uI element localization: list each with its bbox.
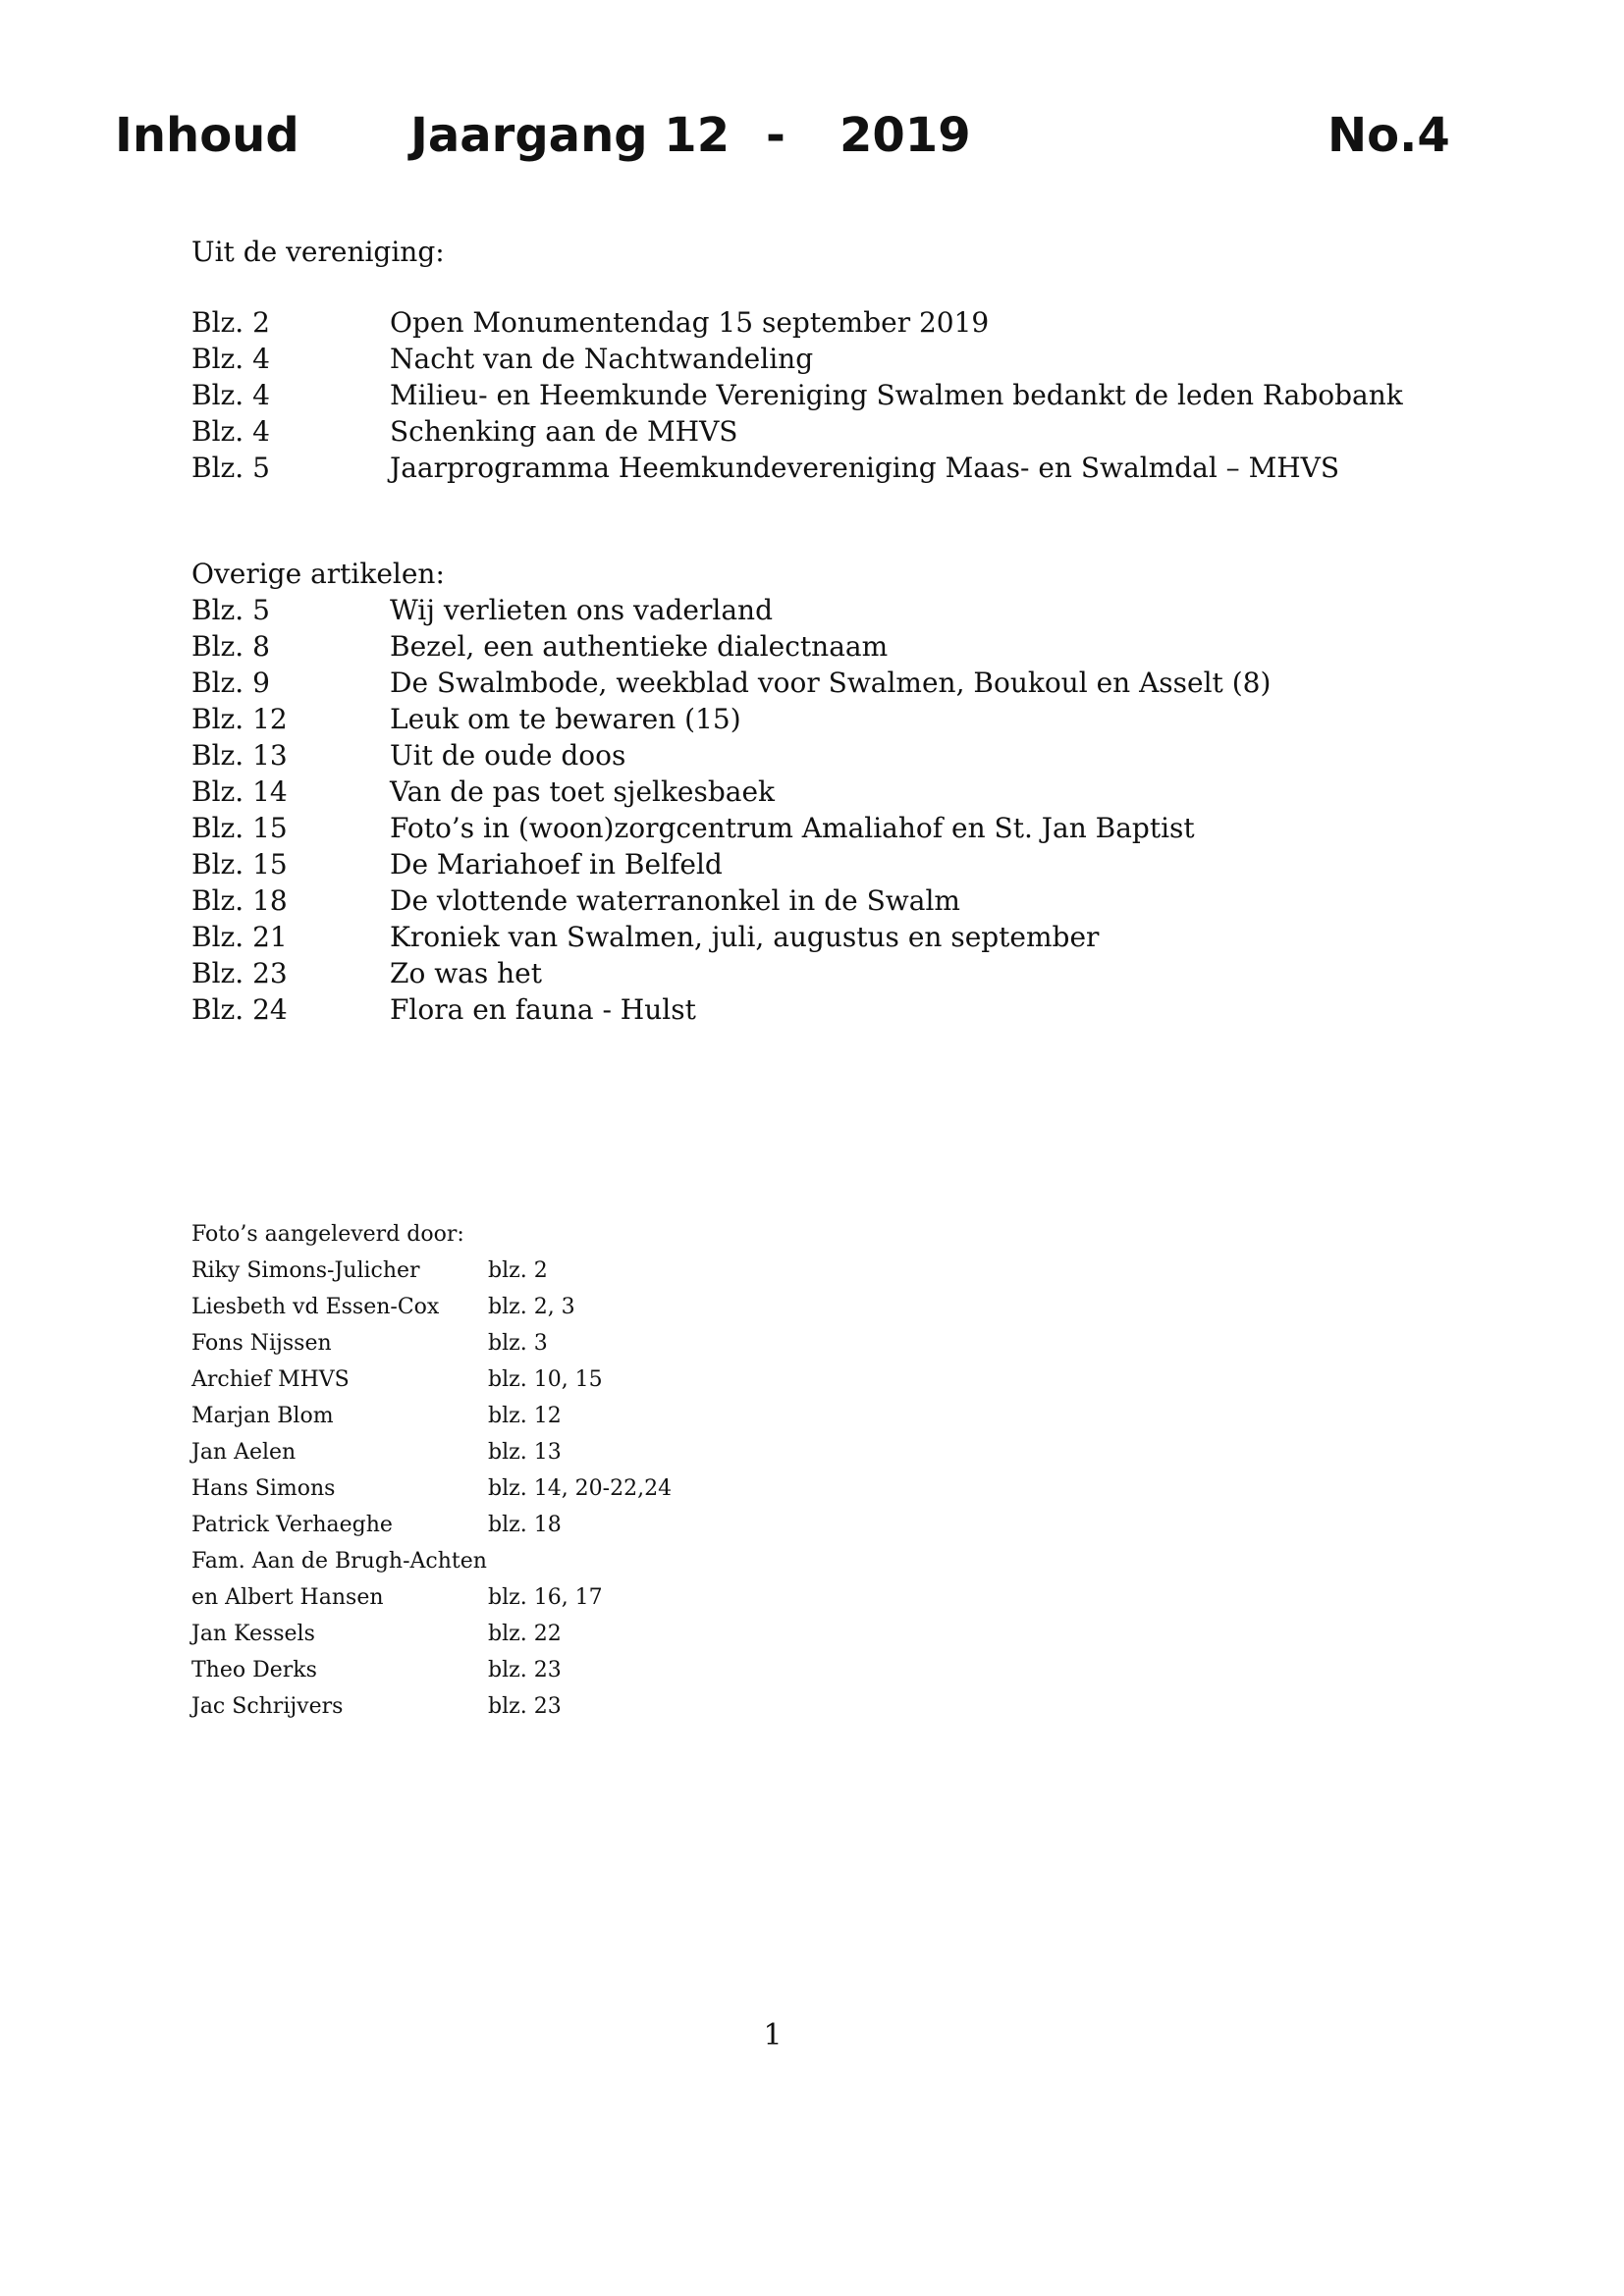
toc-article: Jaarprogramma Heemkundevereniging Maas- en Swalmdal – MHVS bbox=[390, 452, 1340, 484]
toc-page: Blz. 4 bbox=[191, 343, 270, 375]
toc-article: Open Monumentendag 15 september 2019 bbox=[390, 306, 990, 339]
toc-page: Blz. 24 bbox=[191, 993, 288, 1026]
credit-name: Hans Simons bbox=[191, 1476, 336, 1501]
header-jaargang: Jaargang 12 bbox=[410, 108, 731, 163]
toc-page: Blz. 12 bbox=[191, 703, 288, 735]
toc-page: Blz. 21 bbox=[191, 921, 288, 953]
credit-pages: blz. 3 bbox=[488, 1331, 548, 1356]
credit-row bbox=[191, 1434, 781, 1470]
toc-article: Zo was het bbox=[390, 957, 542, 989]
toc-page: Blz. 14 bbox=[191, 775, 288, 808]
toc-page: Blz. 5 bbox=[191, 594, 270, 626]
toc-article: Wij verlieten ons vaderland bbox=[390, 594, 773, 626]
credit-row bbox=[191, 1616, 781, 1652]
credit-name: Fam. Aan de Brugh-Achten bbox=[191, 1549, 487, 1574]
toc-article: Leuk om te bewaren (15) bbox=[390, 703, 741, 735]
toc-article: Bezel, een authentieke dialectnaam bbox=[390, 630, 889, 663]
header-year: 2019 bbox=[839, 108, 971, 163]
toc-page: Blz. 4 bbox=[191, 415, 270, 448]
toc-article: Schenking aan de MHVS bbox=[390, 415, 738, 448]
toc-page: Blz. 8 bbox=[191, 630, 270, 663]
credit-row bbox=[191, 1362, 781, 1398]
photo-credits-list bbox=[191, 1253, 781, 1725]
credit-pages: blz. 18 bbox=[488, 1513, 562, 1537]
header-title: Inhoud bbox=[115, 108, 299, 163]
credit-name: Riky Simons-Julicher bbox=[191, 1258, 420, 1283]
credit-pages: blz. 2, 3 bbox=[488, 1295, 575, 1319]
credit-pages: blz. 23 bbox=[488, 1694, 562, 1719]
credit-pages: blz. 23 bbox=[488, 1658, 562, 1682]
toc-article: Flora en fauna - Hulst bbox=[390, 993, 696, 1026]
toc-page: Blz. 2 bbox=[191, 306, 270, 339]
toc-page: Blz. 13 bbox=[191, 739, 288, 772]
photo-credits-title: Foto’s aangeleverd door: bbox=[191, 1222, 464, 1247]
credit-row bbox=[191, 1289, 781, 1325]
credit-name: Marjan Blom bbox=[191, 1404, 334, 1428]
credit-row bbox=[191, 1579, 781, 1616]
credit-row bbox=[191, 1253, 781, 1289]
credit-pages: blz. 10, 15 bbox=[488, 1367, 603, 1392]
toc-article: Kroniek van Swalmen, juli, augustus en september bbox=[390, 921, 1100, 953]
credit-pages: blz. 12 bbox=[488, 1404, 562, 1428]
credit-pages: blz. 14, 20-22,24 bbox=[488, 1476, 673, 1501]
toc-article: Nacht van de Nachtwandeling bbox=[390, 343, 814, 375]
credit-row bbox=[191, 1543, 781, 1579]
credit-name: Jan Kessels bbox=[191, 1622, 315, 1646]
toc-article: Foto’s in (woon)zorgcentrum Amaliahof en St. Jan Baptist bbox=[390, 812, 1195, 844]
credit-row bbox=[191, 1652, 781, 1688]
toc-article: Van de pas toet sjelkesbaek bbox=[390, 775, 776, 808]
toc-page: Blz. 4 bbox=[191, 379, 270, 411]
toc-page: Blz. 9 bbox=[191, 667, 270, 699]
toc-page: Blz. 5 bbox=[191, 452, 270, 484]
toc-page: Blz. 18 bbox=[191, 884, 288, 917]
header-dash: - bbox=[766, 108, 785, 163]
credit-name: Theo Derks bbox=[191, 1658, 317, 1682]
toc-article: Milieu- en Heemkunde Vereniging Swalmen bedankt de leden Rabobank bbox=[390, 379, 1403, 411]
credit-name: Archief MHVS bbox=[191, 1367, 350, 1392]
toc-article: De Mariahoef in Belfeld bbox=[390, 848, 723, 881]
toc-page: Blz. 15 bbox=[191, 848, 288, 881]
toc-article: De vlottende waterranonkel in de Swalm bbox=[390, 884, 960, 917]
credit-name: Jan Aelen bbox=[191, 1440, 297, 1465]
credit-pages: blz. 22 bbox=[488, 1622, 562, 1646]
header-issue-number: No.4 bbox=[1327, 108, 1450, 163]
toc-page: Blz. 23 bbox=[191, 957, 288, 989]
section-title-overige: Overige artikelen: bbox=[191, 558, 445, 590]
credit-name: Liesbeth vd Essen-Cox bbox=[191, 1295, 440, 1319]
page-number: 1 bbox=[763, 2018, 783, 2053]
toc-article: Uit de oude doos bbox=[390, 739, 626, 772]
credit-name: Fons Nijssen bbox=[191, 1331, 332, 1356]
page-header bbox=[0, 106, 1624, 165]
section-title-vereniging: Uit de vereniging: bbox=[191, 236, 445, 268]
credit-pages: blz. 2 bbox=[488, 1258, 548, 1283]
credit-name: Jac Schrijvers bbox=[191, 1694, 344, 1719]
credit-row bbox=[191, 1325, 781, 1362]
credit-row bbox=[191, 1688, 781, 1725]
credit-row bbox=[191, 1470, 781, 1507]
credit-name: Patrick Verhaeghe bbox=[191, 1513, 393, 1537]
toc-page: Blz. 15 bbox=[191, 812, 288, 844]
credit-row bbox=[191, 1507, 781, 1543]
credit-pages: blz. 16, 17 bbox=[488, 1585, 603, 1610]
credit-row bbox=[191, 1398, 781, 1434]
credit-name: en Albert Hansen bbox=[191, 1585, 384, 1610]
toc-article: De Swalmbode, weekblad voor Swalmen, Boukoul en Asselt (8) bbox=[390, 667, 1272, 699]
credit-pages: blz. 13 bbox=[488, 1440, 562, 1465]
